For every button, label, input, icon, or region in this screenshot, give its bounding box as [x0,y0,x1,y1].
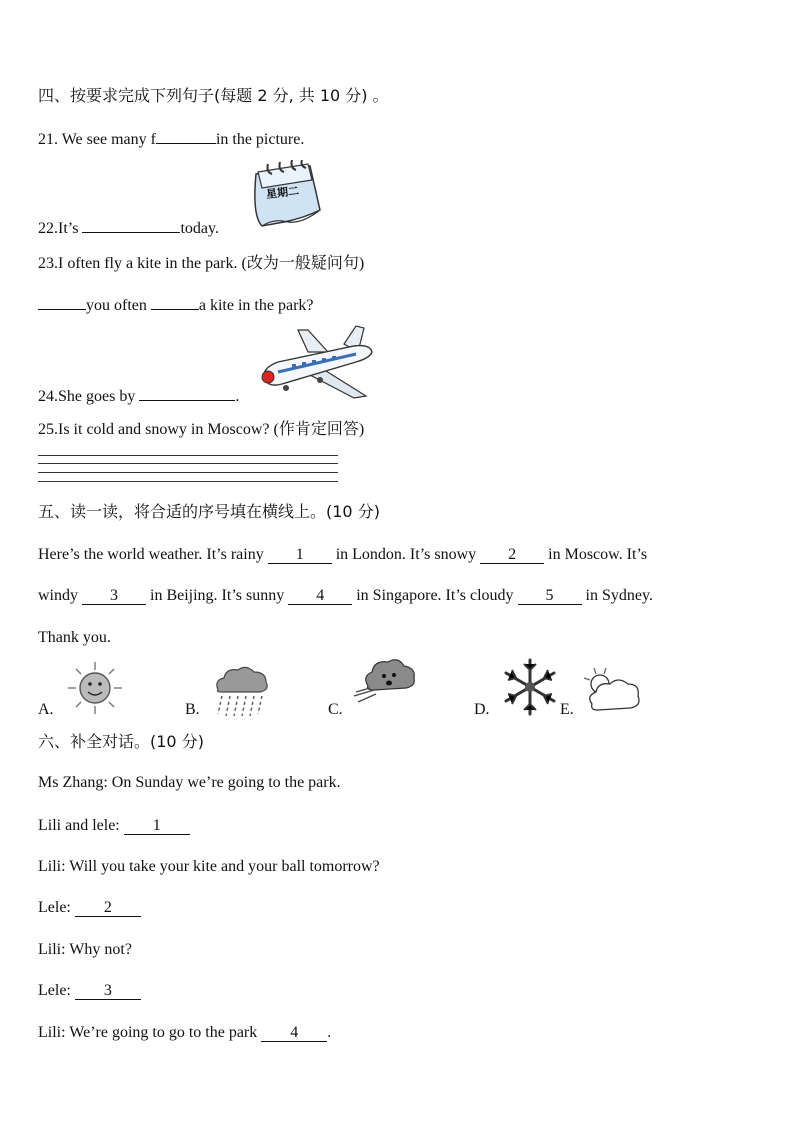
question-23-answer [38,295,314,316]
section-five-title: 五、读一读，将合适的序号填在横线上。(10 分) [38,502,380,521]
question-25: 25.Is it cold and snowy in Moscow? (作肯定回答) [38,421,365,438]
reading-line-1 [38,545,647,565]
question-22 [38,218,219,239]
q21-prefix: 21. We see many f [38,131,156,148]
dialogue-line-1: Ms Zhang: On Sunday we’re going to the park. [38,774,341,791]
sun-icon [64,660,126,716]
blank-3[interactable]: 3 [82,588,146,605]
dialogue-blank-3[interactable]: 3 [75,983,141,1000]
dialogue-line-2 [38,816,190,836]
dialogue-text: . [327,1024,332,1041]
q23-suffix: a kite in the park? [198,297,314,314]
airplane-icon [258,322,378,402]
q23-middle: you often [86,297,151,314]
reading-line-3: Thank you. [38,629,111,646]
reading-text: in Beijing. It’s sunny [146,587,289,604]
section-six-title: 六、补全对话。(10 分) [38,732,204,751]
dialogue-blank-2[interactable]: 2 [75,900,141,917]
rain-cloud-icon [210,664,272,718]
q21-blank[interactable] [156,129,216,144]
q23-blank-2[interactable] [151,295,199,310]
speaker-label: Lele: [38,982,75,999]
reading-text: in London. It’s snowy [331,546,481,563]
blank-4[interactable]: 4 [288,588,352,605]
q22-blank[interactable] [82,218,180,233]
option-d-label: D. [474,701,490,718]
dialogue-line-6 [38,981,141,1001]
reading-text: in Sydney. [581,587,653,604]
reading-text: windy [38,587,82,604]
calendar-weekday-text: 星期二 [265,184,300,201]
dialogue-line-5: Lili: Why not? [38,941,132,958]
reading-text: Here’s the world weather. It’s rainy [38,546,268,563]
answer-line-4[interactable] [38,481,338,482]
dialogue-blank-1[interactable]: 1 [124,818,190,835]
snowflake-icon [500,656,560,718]
calendar-icon [244,160,324,232]
wind-cloud-icon [352,656,422,708]
question-23: 23.I often fly a kite in the park. (改为一般疑问句) [38,255,365,272]
answer-line-2[interactable] [38,463,338,464]
blank-2[interactable]: 2 [480,547,544,564]
blank-5[interactable]: 5 [518,588,582,605]
reading-line-2 [38,586,653,606]
answer-line-1[interactable] [38,455,338,456]
q24-blank[interactable] [139,386,235,401]
cloudy-sun-icon [582,664,642,716]
dialogue-text: Lili: We’re going to go to the park [38,1024,262,1041]
reading-text: in Singapore. It’s cloudy [352,587,518,604]
dialogue-blank-4[interactable]: 4 [261,1025,327,1042]
reading-text: in Moscow. It’s [544,546,648,563]
q22-suffix: today. [180,220,219,237]
blank-1[interactable]: 1 [268,547,332,564]
q21-suffix: in the picture. [215,131,305,148]
section-four-title: 四、按要求完成下列句子(每题 2 分, 共 10 分) 。 [38,86,389,105]
dialogue-line-4 [38,898,141,918]
dialogue-line-3: Lili: Will you take your kite and your ball tomorrow? [38,858,380,875]
answer-line-3[interactable] [38,472,338,473]
speaker-label: Lili and lele: [38,817,124,834]
q23-blank-1[interactable] [38,295,86,310]
option-a-label: A. [38,701,54,718]
option-b-label: B. [185,701,200,718]
question-24 [38,386,239,407]
q24-suffix: . [235,388,240,405]
option-c-label: C. [328,701,343,718]
question-21 [38,129,304,150]
dialogue-line-7 [38,1023,331,1043]
option-e-label: E. [560,701,574,718]
q22-prefix: 22.It’s [38,220,83,237]
speaker-label: Lele: [38,899,75,916]
q24-prefix: 24.She goes by [38,388,140,405]
